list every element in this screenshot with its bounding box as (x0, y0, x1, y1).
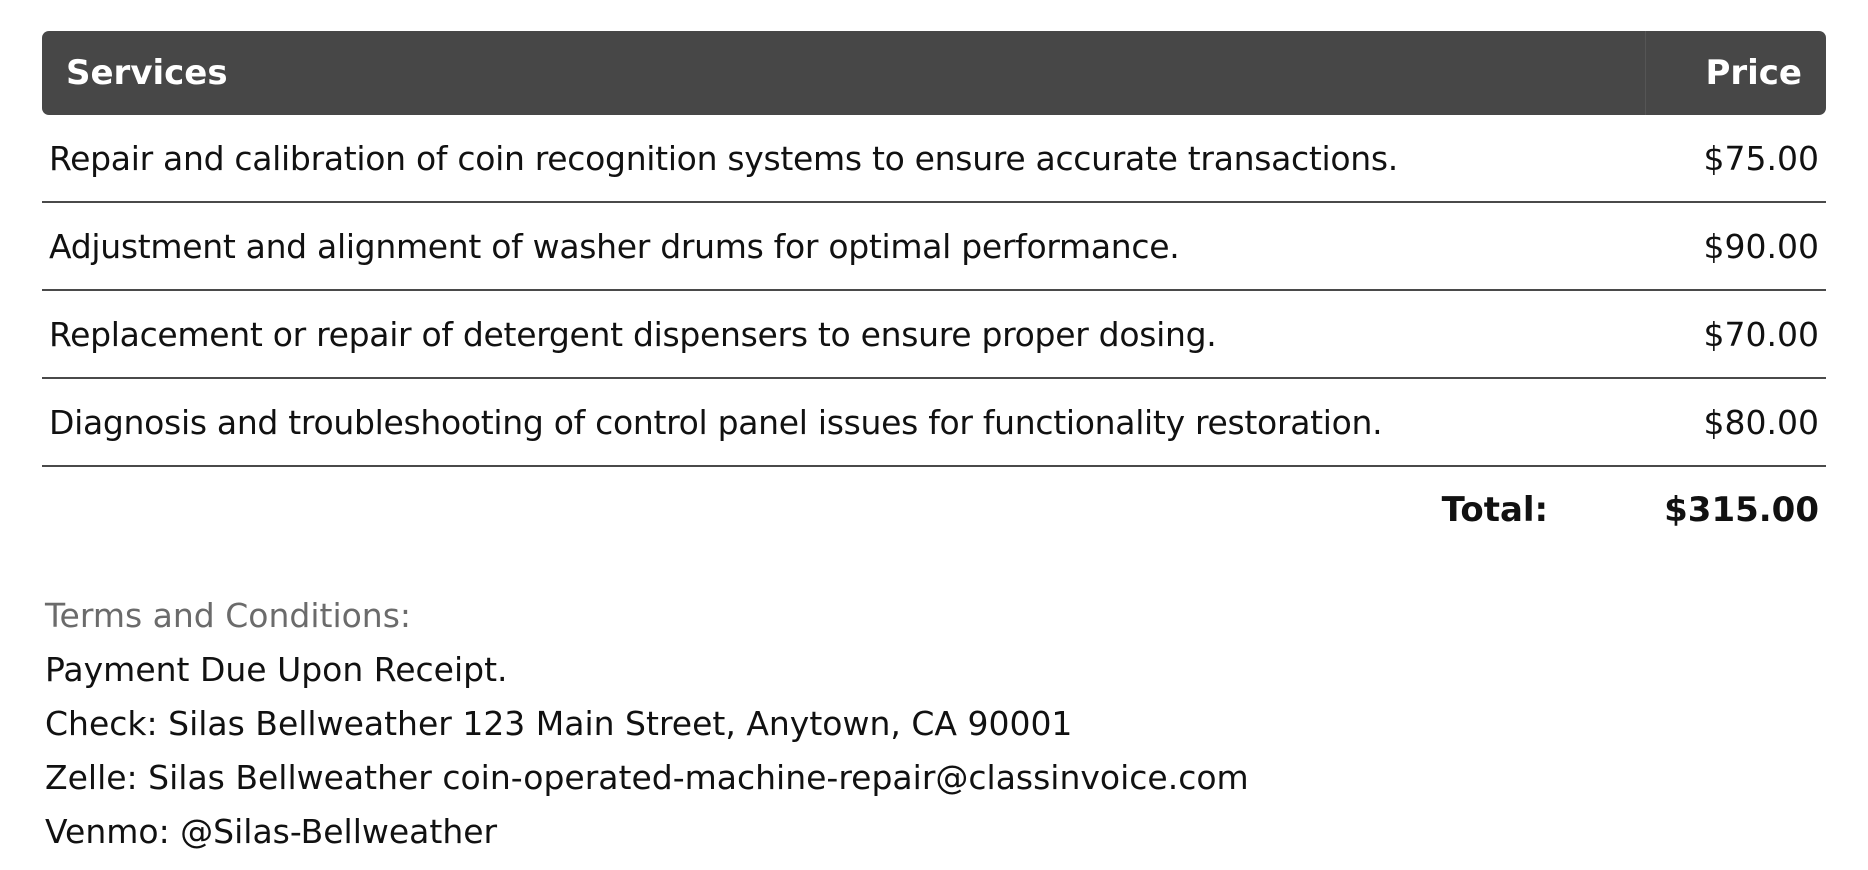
table-row (42, 203, 1826, 291)
service-price: $90.00 (1703, 226, 1819, 266)
service-description: Diagnosis and troubleshooting of control panel issues for functionality restoration. (49, 402, 1383, 442)
invoice-section (42, 31, 1826, 859)
terms-line-zelle: Zelle: Silas Bellweather coin-operated-machine-repair@classinvoice.com (45, 758, 1249, 797)
table-row (42, 115, 1826, 203)
price-column-header: Price (1645, 31, 1826, 115)
services-column-header: Services (66, 53, 228, 93)
terms-line-payment: Payment Due Upon Receipt. (45, 650, 508, 689)
service-description: Adjustment and alignment of washer drums for optimal performance. (49, 226, 1180, 266)
total-row (42, 467, 1826, 553)
table-header (42, 31, 1826, 115)
terms-line-check: Check: Silas Bellweather 123 Main Street, Anytown, CA 90001 (45, 704, 1073, 743)
terms-line-venmo: Venmo: @Silas-Bellweather (45, 812, 498, 851)
terms-title: Terms and Conditions: (45, 596, 412, 635)
service-price: $70.00 (1703, 314, 1819, 354)
table-row (42, 379, 1826, 467)
service-description: Replacement or repair of detergent dispensers to ensure proper dosing. (49, 314, 1217, 354)
total-label: Total: (1441, 490, 1549, 530)
service-description: Repair and calibration of coin recognition systems to ensure accurate transactions. (49, 138, 1398, 178)
services-table (42, 31, 1826, 553)
terms-section (42, 589, 1826, 859)
service-price: $80.00 (1703, 402, 1819, 442)
total-value: $315.00 (1664, 490, 1819, 530)
service-price: $75.00 (1703, 138, 1819, 178)
table-row (42, 291, 1826, 379)
